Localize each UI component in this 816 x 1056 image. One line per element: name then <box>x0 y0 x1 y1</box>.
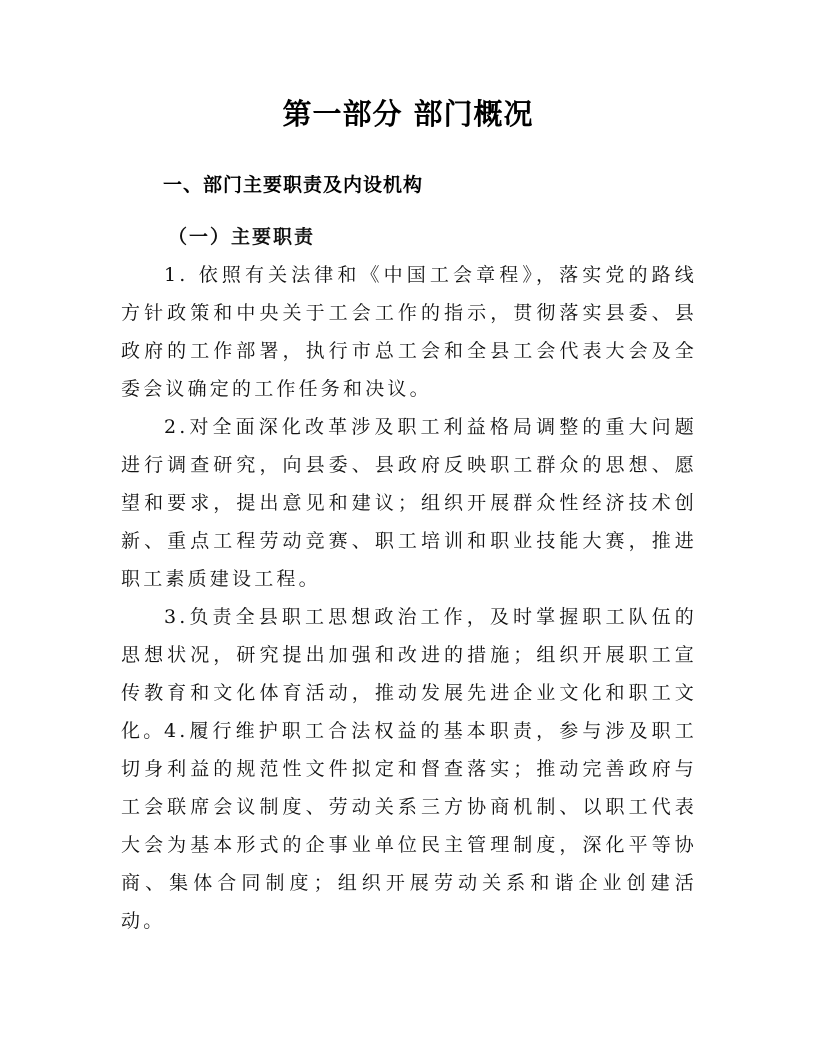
paragraph-2: 2.对全面深化改革涉及职工利益格局调整的重大问题进行调查研究，向县委、县政府反映职工群众的思想、愿望和要求，提出意见和建议；组织开展群众性经济技术创新、重点工程劳动竞赛、职工培训和职业技能大赛，推进职工素质建设工程。 <box>121 416 697 590</box>
paragraph-1: 1. 依照有关法律和《中国工会章程》，落实党的路线方针政策和中央关于工会工作的指示，贯彻落实县委、县政府的工作部署，执行市总工会和全县工会代表大会及全委会议确定的工作任务和决议。 <box>121 264 697 400</box>
section-heading: 一、部门主要职责及内设机构 <box>163 174 424 196</box>
paragraph-4: 4.履行维护职工合法权益的基本职责，参与涉及职工切身利益的规范性文件拟定和督查落实；推动完善政府与工会联席会议制度、劳动关系三方协商机制、以职工代表大会为基本形式的企事业单位民主管理制度，深化平等协商、集体合同制度；组织开展劳动关系和谐企业创建活动。 <box>121 720 697 932</box>
sub-heading: （一）主要职责 <box>168 226 316 248</box>
paragraph-3: 3.负责全县职工思想政治工作，及时掌握职工队伍的思想状况，研究提出加强和改进的措施；组织开展职工宣传教育和文化体育活动，推动发展先进企业文化和职工文化。 <box>121 606 697 742</box>
page-title: 第一部分 部门概况 <box>282 97 534 131</box>
